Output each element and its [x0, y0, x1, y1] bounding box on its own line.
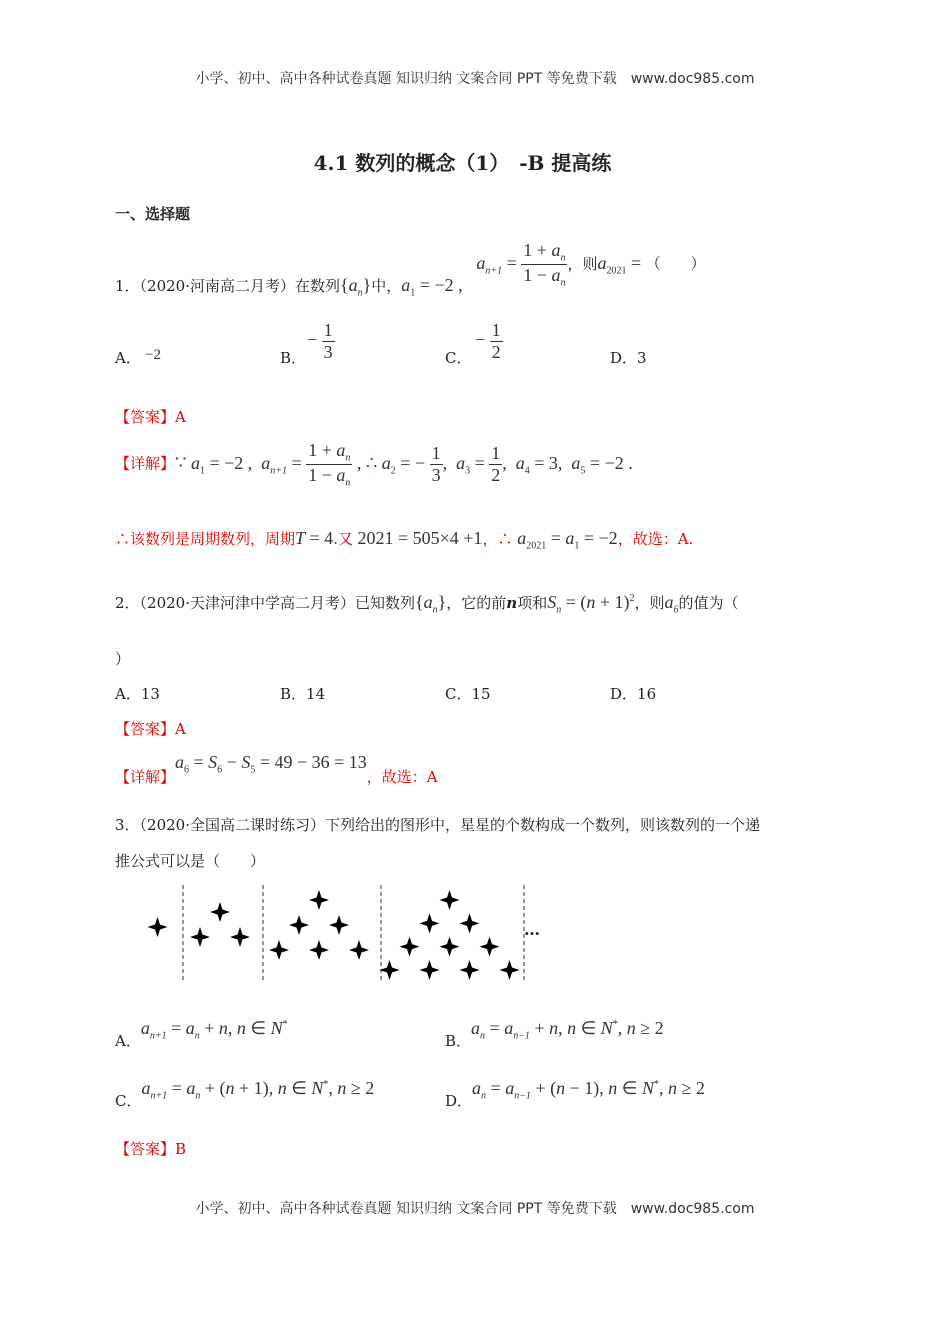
q1-detail-line2: ∴该数列是周期数列，周期T = 4.又 2021 = 505×4 +1，∴ $a_{2021} = a_1 = -2$，故选：A.	[115, 528, 694, 552]
q3-option-a: A．$a_{n+1} = a_n + n$, n ∈ N*	[115, 1018, 288, 1050]
star-icon	[349, 940, 369, 960]
star-icon	[289, 915, 309, 935]
option-b-den: 3	[323, 341, 333, 362]
star-icon	[329, 915, 349, 935]
option-c: C．15	[445, 685, 491, 703]
option-a-label: A．	[115, 349, 141, 367]
star-icon	[480, 937, 500, 957]
answer-label: 【答案】	[115, 408, 176, 426]
answer-value: A	[175, 408, 186, 426]
answer-value: A	[175, 720, 186, 738]
star-icon	[420, 913, 440, 933]
q2-answer	[115, 718, 186, 739]
ellipsis: …	[524, 920, 540, 939]
star-icon	[500, 960, 520, 980]
q1-answer	[115, 406, 186, 427]
document-page: 小学、初中、高中各种试卷真题 知识归纳 文案合同 PPT 等免费下载 www.doc985.com 4.1 数列的概念（1） -B 提高练 一、选择题 1．（2020·河南高二月考）在数列$\{a_n\}$中，$a_1 = -2$ , $a_{n+1}$ = $\frac{1 + a_n}{1 - a_n}$ ，则$a_{2021}$ = （ ） A． −2 B． − $\frac{1}{3}$ C． − $\frac{1}{2}$ D．3 【答案】A 【详解】∵ $a_1 = -2$ , $a_{n+1}$ = $\frac{1 + a_n}{1 - a_n}$ , ∴ $a_2$ = − $\frac{1}{3}$ , $a_3$ = $\frac{1}{2}$ , $a_4 = 3$, $a_5 = -2$ . ∴该数列是周期数列，周期T = 4.又 2021 = 505×4 +1，∴ $a_{2021} = a_1 = -2$，故选：A. 2．（2020·天津河津中学高二月考）已知数列$\{a_n\}$，它的前n项和$S_n = (n + 1)^2$，则$a_6$的值为（ ） A．13 B．14 C．15 D．16 【答案】A 【详解】$a_6 = S_6 - S_5 = 49 - 36 = 13$，故选：A 3．（2020·全国高二课时练习）下列给出的图形中，星星的个数构成一个数列，则该数列的一个递 推公式可以是（ ） … A．$a_{n+1} = a_n + n$, n ∈ N* B．$a_n = a_{n-1} + n$, n ∈ N*, n ≥ 2 C．$a_{n+1} = a_n + (n + 1)$, n ∈ N*, n ≥ 2 D．$a_n = a_{n-1} + (n - 1)$, n ∈ N*, n ≥ 2 【答案】B 小学、初中、高中各种试卷真题 知识归纳 文案合同 PPT 等免费下载 www.doc985.com	[0, 0, 950, 1344]
option-b-num: 1	[323, 320, 333, 340]
q2-text: 项和	[517, 594, 548, 612]
option-c-den: 2	[491, 341, 501, 362]
star-icon	[190, 927, 210, 947]
q1-text: ，则	[567, 254, 598, 273]
answer-blank: （ ）	[645, 254, 706, 273]
star-icon	[460, 913, 480, 933]
star-icon	[309, 940, 329, 960]
star-icon	[440, 890, 460, 910]
option-label: A．	[115, 1032, 141, 1050]
option-d: D．16	[610, 685, 657, 703]
q3-option-b: B．$a_n = a_{n-1} + n$, n ∈ N*, n ≥ 2	[445, 1018, 664, 1050]
star-icon	[420, 960, 440, 980]
q3-answer	[115, 1138, 186, 1159]
page-header: 小学、初中、高中各种试卷真题 知识归纳 文案合同 PPT 等免费下载 www.doc985.com	[195, 71, 755, 87]
q1-text: 中，	[371, 276, 402, 295]
detail-text: .又	[333, 530, 353, 548]
q2-text: ，它的前	[446, 594, 507, 612]
option-c-label: C．	[445, 349, 472, 367]
star-icon	[148, 917, 168, 937]
star-icon	[230, 927, 250, 947]
star-icon	[400, 937, 420, 957]
star-pattern-figure	[130, 885, 550, 985]
q2-text: ）	[115, 650, 131, 668]
star-icon	[269, 940, 289, 960]
option-label: C．	[115, 1092, 142, 1110]
star-icon	[380, 960, 400, 980]
star-icon	[309, 890, 329, 910]
q2-text: ，则	[634, 594, 665, 612]
page-footer: 小学、初中、高中各种试卷真题 知识归纳 文案合同 PPT 等免费下载 www.doc985.com	[195, 1201, 755, 1217]
detail-text: ∴该数列是周期数列，周期	[115, 530, 296, 548]
q3-text: 3．（2020·全国高二课时练习）下列给出的图形中，星星的个数构成一个数列，则该数列的一个递	[115, 816, 760, 834]
page-title: 4.1 数列的概念（1） -B 提高练	[313, 151, 612, 175]
q1-text: 1．（2020·河南高二月考）在数列	[115, 276, 340, 295]
option-b-label: B．	[280, 349, 307, 367]
section-heading: 一、选择题	[115, 205, 191, 223]
answer-label: 【答案】	[115, 1140, 176, 1158]
option-b: B．14	[280, 685, 326, 703]
option-label: D．	[445, 1092, 473, 1110]
detail-text: ，故选：A.	[617, 530, 694, 548]
question-2-stem: 2．（2020·天津河津中学高二月考）已知数列$\{a_n\}$，它的前n项和$S_n = (n + 1)^2$，则$a_6$的值为（	[115, 592, 739, 616]
q1-detail: 【详解】∵ $a_1 = -2$ , $a_{n+1}$ = $\frac{1 + a_n}{1 - a_n}$ , ∴ $a_2$ = − $\frac{1}{3}$ , $a_3$ = $\frac{1}{2}$ , $a_4 = 3$, $a_5 = -2$ .	[115, 440, 633, 489]
q3-option-d: D．$a_n = a_{n-1} + (n - 1)$, n ∈ N*, n ≥ 2	[445, 1078, 705, 1110]
option-c-num: 1	[491, 320, 501, 340]
option-a: A．13	[115, 685, 160, 703]
answer-value: B	[175, 1140, 187, 1158]
detail-label: 【详解】	[115, 768, 176, 786]
star-icon	[460, 960, 480, 980]
detail-text: ，故选：A	[366, 768, 438, 786]
q2-text: 的值为（	[678, 594, 739, 612]
answer-label: 【答案】	[115, 720, 176, 738]
q2-detail: 【详解】$a_6 = S_6 - S_5 = 49 - 36 = 13$，故选：A	[115, 752, 438, 786]
q3-text: 推公式可以是（ ）	[115, 852, 266, 870]
q3-option-c: C．$a_{n+1} = a_n + (n + 1)$, n ∈ N*, n ≥ 2	[115, 1078, 375, 1110]
detail-label: 【详解】	[115, 454, 176, 473]
q2-text: n	[506, 594, 518, 612]
question-1-stem: 1．（2020·河南高二月考）在数列$\{a_n\}$中，$a_1 = -2$ , $a_{n+1}$ = $\frac{1 + a_n}{1 - a_n}$ ，则$a_{2021}$ = （ ）	[115, 240, 706, 299]
option-a-value: −2	[145, 347, 161, 363]
star-icon	[440, 937, 460, 957]
star-icon	[210, 902, 230, 922]
q2-text: 2．（2020·天津河津中学高二月考）已知数列	[115, 594, 415, 612]
option-d: D．3	[610, 349, 647, 367]
option-label: B．	[445, 1032, 472, 1050]
